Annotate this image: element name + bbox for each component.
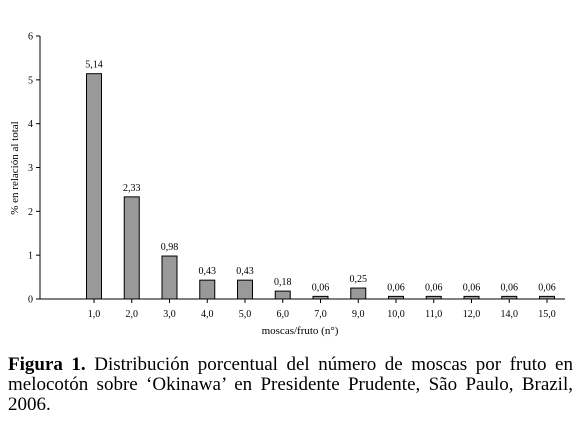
bar-5,0 (238, 280, 253, 299)
bar-1,0 (87, 74, 102, 299)
bar-3,0 (162, 256, 177, 299)
data-label: 0,06 (462, 282, 481, 294)
x-tick-label: 4,0 (201, 309, 214, 320)
y-tick-label: 2 (28, 206, 33, 218)
x-tick-label: 11,0 (425, 309, 443, 320)
x-tick-label: 1,0 (87, 309, 101, 320)
figure-caption-text: Distribución porcentual del número de moscas por fruto en melocotón sobre ‘Okinawa’ en Presidente Prudente, São Paulo, Brazil, 2006. (8, 354, 573, 415)
data-label: 0,06 (311, 282, 330, 294)
x-axis-ticks (88, 299, 556, 320)
data-label: 0,18 (274, 277, 292, 289)
data-label: 0,06 (538, 282, 556, 294)
x-tick-label: 10,0 (387, 309, 405, 320)
bar-2,0 (124, 197, 139, 299)
x-tick-label: 6,0 (276, 309, 289, 320)
y-tick-label: 6 (28, 31, 33, 43)
data-label: 0,98 (160, 242, 179, 254)
bar-9,0 (351, 288, 366, 299)
x-tick-label: 2,0 (125, 309, 138, 320)
bar-6,0 (275, 291, 290, 299)
y-tick-label: 4 (28, 119, 33, 131)
bars (87, 74, 555, 299)
x-tick-label: 15,0 (538, 309, 556, 320)
bar-4,0 (200, 280, 215, 299)
y-tick-label: 0 (28, 294, 33, 306)
data-label: 0,25 (349, 274, 367, 286)
data-label: 0,06 (425, 282, 443, 294)
y-tick-label: 5 (28, 75, 33, 87)
figure-label: Figura 1. (8, 354, 86, 375)
y-axis-ticks (28, 32, 40, 306)
data-label: 0,06 (387, 282, 405, 294)
y-tick-label: 3 (28, 163, 33, 174)
x-tick-label: 9,0 (352, 309, 365, 320)
x-tick-label: 7,0 (314, 309, 327, 320)
x-tick-label: 5,0 (238, 309, 252, 320)
x-tick-label: 3,0 (163, 309, 176, 320)
y-axis-title: % en relación al total (9, 121, 21, 215)
data-label: 2,33 (123, 182, 141, 194)
data-label: 0,43 (236, 266, 254, 278)
data-label: 0,06 (500, 282, 518, 294)
data-labels (85, 60, 556, 294)
data-label: 0,43 (198, 266, 216, 278)
y-tick-label: 1 (28, 250, 33, 262)
figure-caption (8, 355, 573, 415)
x-tick-label: 14,0 (500, 309, 518, 320)
x-axis-title: moscas/fruto (n°) (261, 325, 339, 337)
data-label: 5,14 (85, 59, 103, 71)
x-tick-label: 12,0 (462, 309, 481, 320)
